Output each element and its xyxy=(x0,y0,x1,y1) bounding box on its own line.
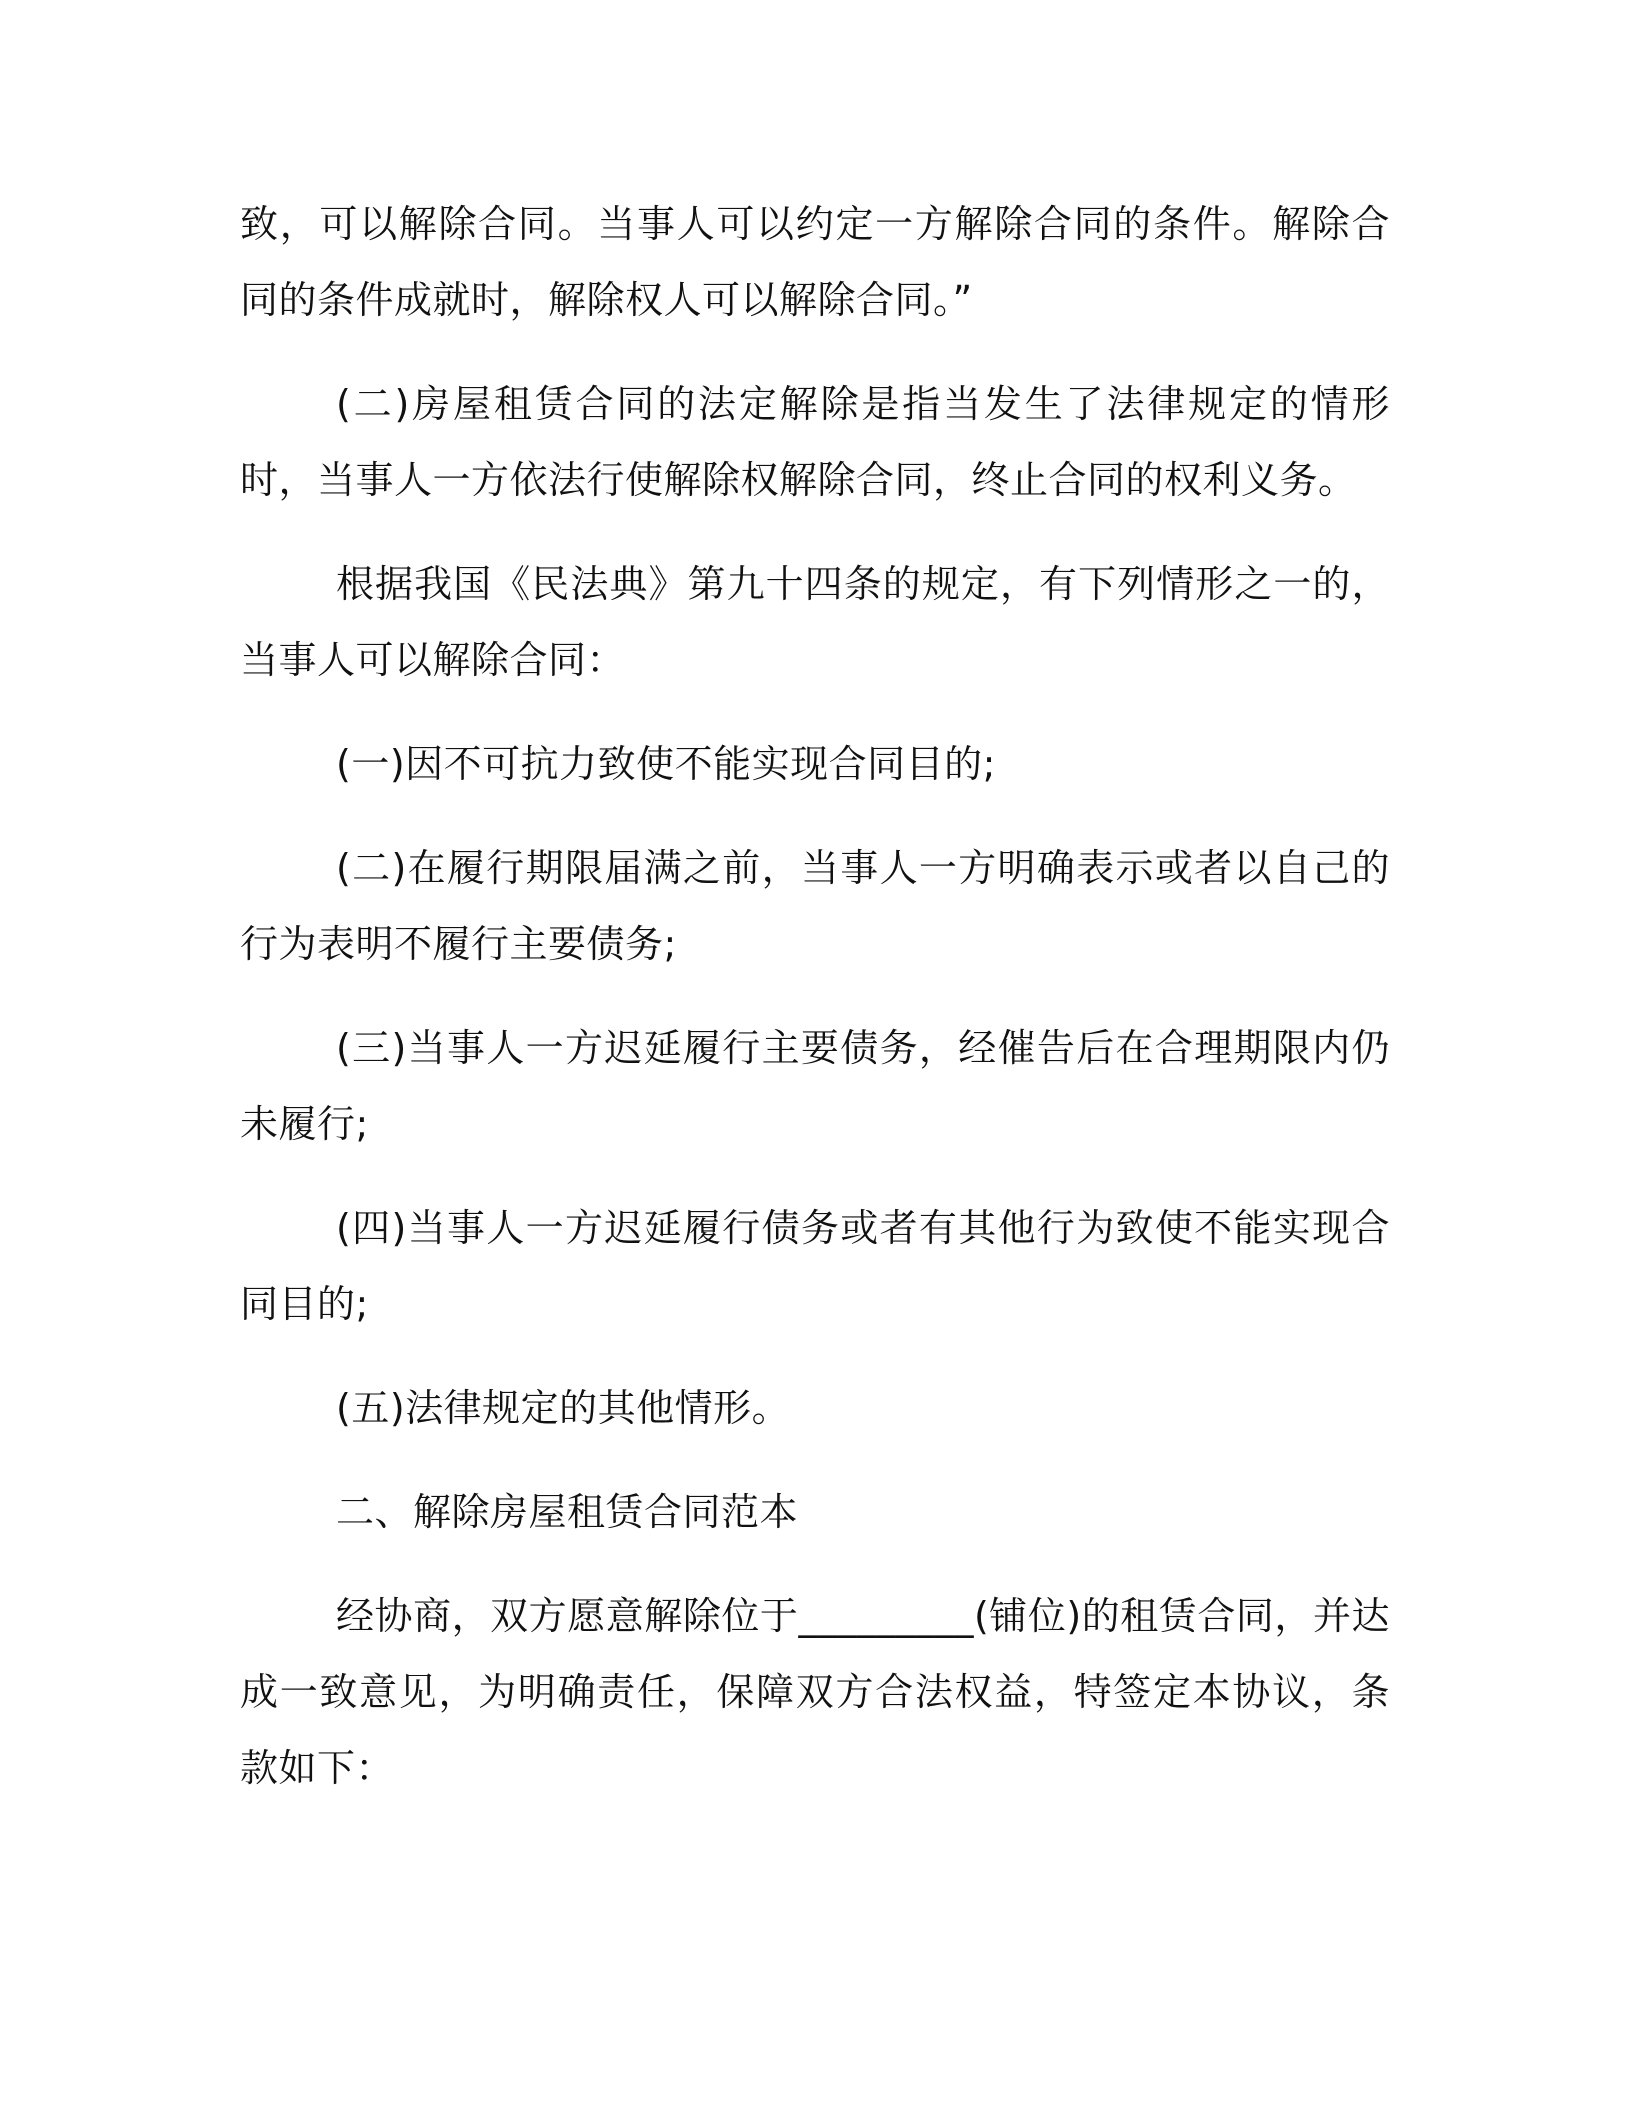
list-item-force-majeure: (一)因不可抗力致使不能实现合同目的; xyxy=(336,742,996,786)
paragraph-continuation: 致，可以解除合同。当事人可以约定一方解除合同的条件。解除合同的条件成就时，解除权人可以解除合同。” xyxy=(240,202,1390,322)
list-item-delayed-performance: (三)当事人一方迟延履行主要债务，经催告后在合理期限内仍未履行; xyxy=(240,1026,1390,1146)
list-item-other-circumstances: (五)法律规定的其他情形。 xyxy=(336,1386,791,1430)
paragraph-agreement-intro: 经协商，双方愿意解除位于_________(铺位)的租赁合同，并达成一致意见，为明确责任，保障双方合法权益，特签定本协议，条款如下： xyxy=(240,1594,1390,1790)
list-item-frustration: (四)当事人一方迟延履行债务或者有其他行为致使不能实现合同目的; xyxy=(240,1206,1390,1326)
paragraph-civil-code-article: 根据我国《民法典》第九十四条的规定，有下列情形之一的，当事人可以解除合同： xyxy=(240,562,1390,682)
section-heading-template: 二、解除房屋租赁合同范本 xyxy=(336,1490,799,1534)
paragraph-statutory-termination: (二)房屋租赁合同的法定解除是指当发生了法律规定的情形时，当事人一方依法行使解除权解除合同，终止合同的权利义务。 xyxy=(240,382,1390,502)
list-item-anticipatory-breach: (二)在履行期限届满之前，当事人一方明确表示或者以自己的行为表明不履行主要债务; xyxy=(240,846,1390,966)
document-body xyxy=(240,186,1390,1834)
